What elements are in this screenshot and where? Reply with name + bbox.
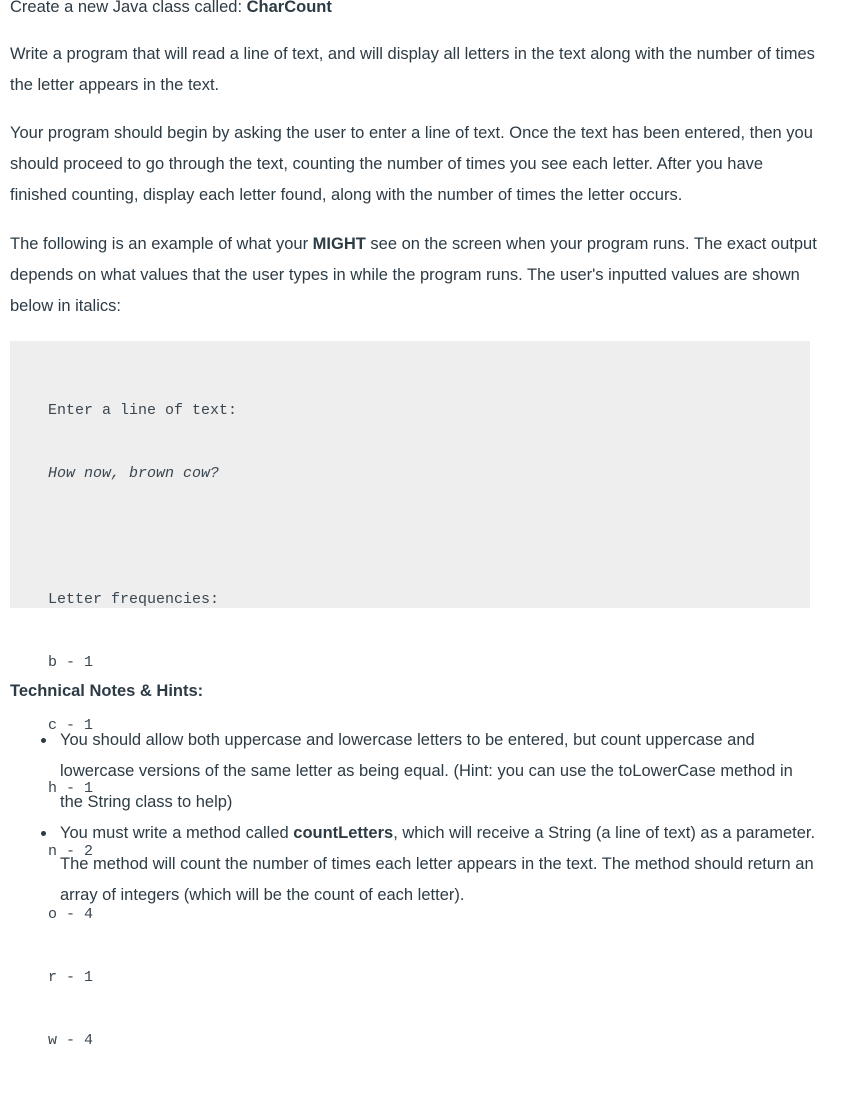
paragraph-example-intro: [10, 229, 820, 322]
notes-heading: Technical Notes & Hints:: [10, 682, 204, 700]
blank-line: [48, 526, 237, 547]
method-name: countLetters: [293, 824, 394, 842]
frequency-row: o - 4: [48, 906, 94, 923]
frequency-row: n - 2: [48, 843, 94, 860]
bullet-icon: [41, 738, 46, 743]
hint-text-after: , which will receive a String (a line of text) as a parameter. The method will count the number of times each letter appears in the text. The method should return an array of integers (which will be the count of each letter).: [60, 824, 816, 904]
frequency-row: b - 1: [48, 654, 94, 671]
list-item: [0, 725, 820, 818]
frequency-row: c - 1: [48, 717, 94, 734]
example-intro-after: see on the screen when your program runs. The exact output depends on what values that the user types in while the program runs. The user's inputted values are shown below in italics:: [10, 235, 817, 315]
hints-list: [0, 725, 820, 911]
frequency-row: w - 4: [48, 1032, 94, 1049]
paragraph-intro: Write a program that will read a line of text, and will display all letters in the text along with the number of times the letter appears in the text.: [10, 45, 815, 94]
frequency-header-line: Letter frequencies:: [48, 591, 220, 608]
list-item: [0, 818, 820, 911]
example-intro-before: The following is an example of what your: [10, 235, 313, 253]
assignment-title: [10, 0, 820, 23]
prompt-line: Enter a line of text:: [48, 402, 238, 419]
user-input-line: How now, brown cow?: [48, 465, 220, 482]
bullet-icon: [41, 831, 46, 836]
hint-text-before: You must write a method called: [60, 824, 294, 842]
hint-text: You should allow both uppercase and lowercase letters to be entered, but count uppercase and lowercase versions of the same letter as being equal. (Hint: you can use the toLowerCase method in the String class to help): [60, 731, 793, 811]
frequency-row: h - 1: [48, 780, 94, 797]
frequency-row: r - 1: [48, 969, 94, 986]
class-name: CharCount: [246, 0, 332, 16]
title-prefix: Create a new Java class called:: [10, 0, 247, 16]
might-emphasis: MIGHT: [312, 235, 366, 253]
paragraph-instructions: Your program should begin by asking the user to enter a line of text. Once the text has been entered, then you should proceed to go through the text, counting the number of times you see each letter. After you have finished counting, display each letter found, along with the number of times the letter occurs.: [10, 124, 813, 204]
